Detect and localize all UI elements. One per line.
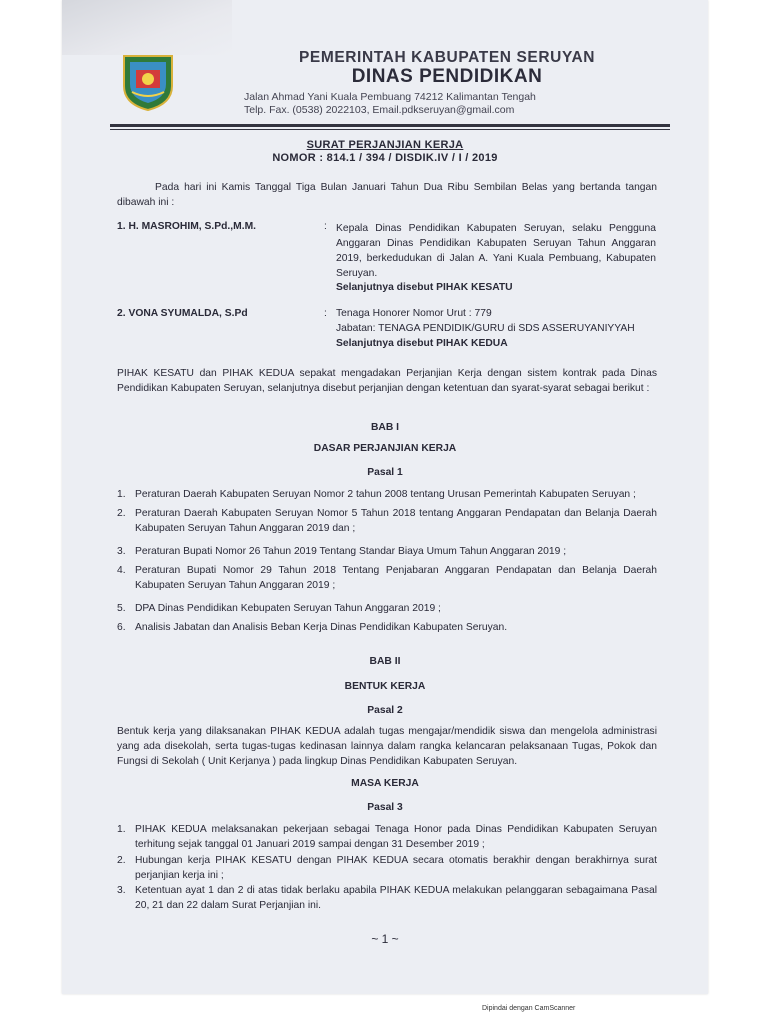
intro-paragraph: Pada hari ini Kamis Tanggal Tiga Bulan Januari Tahun Dua Ribu Sembilan Belas yang bertanda tangan dibawah ini : [117,182,657,208]
list-text: Analisis Jabatan dan Analisis Beban Kerja Dinas Pendidikan Kabupaten Seruyan. [135,622,508,633]
bab-1-title: DASAR PERJANJIAN KERJA [313,443,457,454]
list-text: PIHAK KEDUA melaksanakan pekerjaan sebagai Tenaga Honor pada Dinas Pendidikan Kabupaten Seruyan terhitung sejak tanggal 01 Januari 2019 sampai dengan 31 Desember 2019 ; [135,824,657,850]
list-number: 1. [117,824,126,835]
list-text: Peraturan Bupati Nomor 26 Tahun 2019 Tentang Standar Biaya Umum Tahun Anggaran 2019 ; [135,546,567,557]
list-number: 1. [117,489,126,500]
header-address: Jalan Ahmad Yani Kuala Pembuang 74212 Kalimantan Tengah [244,91,536,103]
pasal-3-heading: Pasal 3 [367,802,403,813]
party-2-desc-2: Jabatan: TENAGA PENDIDIK/GURU di SDS ASSERUYANIYYAH [336,323,635,334]
list-number: 4. [117,565,126,576]
scanner-watermark: Dipindai dengan CamScanner [482,1005,576,1012]
pasal-3-list [117,822,657,917]
list-number: 3. [117,885,126,896]
header-government: PEMERINTAH KABUPATEN SERUYAN [298,49,596,66]
list-number: 6. [117,622,126,633]
party-2-designation: Selanjutnya disebut PIHAK KEDUA [336,338,508,349]
regency-logo-icon [120,52,176,112]
list-text: Ketentuan ayat 1 dan 2 di atas tidak berlaku apabila PIHAK KEDUA melakukan pelanggaran sebagaimana Pasal 20, 21 dan 22 dalam Surat Perjanjian ini. [135,885,657,911]
party-2-desc-1: Tenaga Honorer Nomor Urut : 779 [336,308,492,319]
list-number: 2. [117,508,126,519]
list-text: DPA Dinas Pendidikan Kebupaten Seruyan Tahun Anggaran 2019 ; [135,603,441,614]
header-rule-thick [110,124,670,127]
list-number: 2. [117,855,126,866]
party-2-colon: : [324,308,327,319]
list-text: Peraturan Daerah Kabupaten Seruyan Nomor 2 tahun 2008 tentang Urusan Pemerintah Kabupaten Seruyan ; [135,489,636,500]
document-page [62,0,708,994]
document-title: SURAT PERJANJIAN KERJA [306,139,464,151]
pasal-1-heading: Pasal 1 [367,467,403,478]
pasal-2-heading: Pasal 2 [367,705,403,716]
pasal-2-paragraph: Bentuk kerja yang dilaksanakan PIHAK KEDUA adalah tugas mengajar/mendidik siswa dan mengelola administrasi yang ada disekolah, serta tugas-tugas kedinasan lainnya dalam rangka kelancaran pelaksanaan Tugas, Pokok dan Fungsi di Sekolah ( Unit Kerjanya ) pada lingkup Dinas Pendidikan Kabupaten Seruyan. [117,726,657,767]
list-text: Peraturan Bupati Nomor 29 Tahun 2018 Tentang Penjabaran Anggaran Pendapatan dan Belanja Daerah Kabupaten Seruyan Tahun Anggaran 2019 ; [135,565,657,591]
list-text: Hubungan kerja PIHAK KESATU dengan PIHAK KEDUA secara otomatis berakhir dengan berakhirnya surat perjanjian kerja ini ; [135,855,657,881]
bab-1-heading: BAB I [370,422,400,433]
list-number: 3. [117,546,126,557]
header-agency: DINAS PENDIDIKAN [351,66,543,87]
bab-2-title: BENTUK KERJA [344,681,426,692]
masa-kerja-title: MASA KERJA [351,778,419,789]
party-1-colon: : [324,221,327,232]
folded-corner [62,0,232,55]
list-text: Peraturan Daerah Kabupaten Seruyan Nomor 5 Tahun 2018 tentang Anggaran Pendapatan dan Belanja Daerah Kabupaten Seruyan Tahun Anggaran 2019 dan ; [135,508,657,534]
party-1-description: Kepala Dinas Pendidikan Kabupaten Seruyan, selaku Pengguna Anggaran Dinas Pendidikan Kabupaten Seruyan Tahun Anggaran 2019, berkedudukan di Jalan A. Yani Kuala Pembuang, Kabupaten Seruyan. [336,223,656,279]
party-2-name: 2. VONA SYUMALDA, S.Pd [117,308,248,319]
pasal-1-list [117,487,657,637]
party-1-name: 1. H. MASROHIM, S.Pd.,M.M. [117,221,257,232]
header-rule-thin [110,129,670,130]
page-number: ~ 1 ~ [371,932,399,946]
list-number: 5. [117,603,126,614]
bab-2-heading: BAB II [369,656,401,667]
agreement-paragraph: PIHAK KESATU dan PIHAK KEDUA sepakat mengadakan Perjanjian Kerja dengan sistem kontrak pada Dinas Pendidikan Kabupaten Seruyan, selanjutnya disebut perjanjian dengan ketentuan dan syarat-syarat sebagai berikut : [117,368,657,394]
document-number: NOMOR : 814.1 / 394 / DISDIK.IV / I / 2019 [272,152,498,164]
party-1-designation: Selanjutnya disebut PIHAK KESATU [336,282,513,293]
header-contact: Telp. Fax. (0538) 2022103, Email.pdkseruyan@gmail.com [244,104,515,116]
